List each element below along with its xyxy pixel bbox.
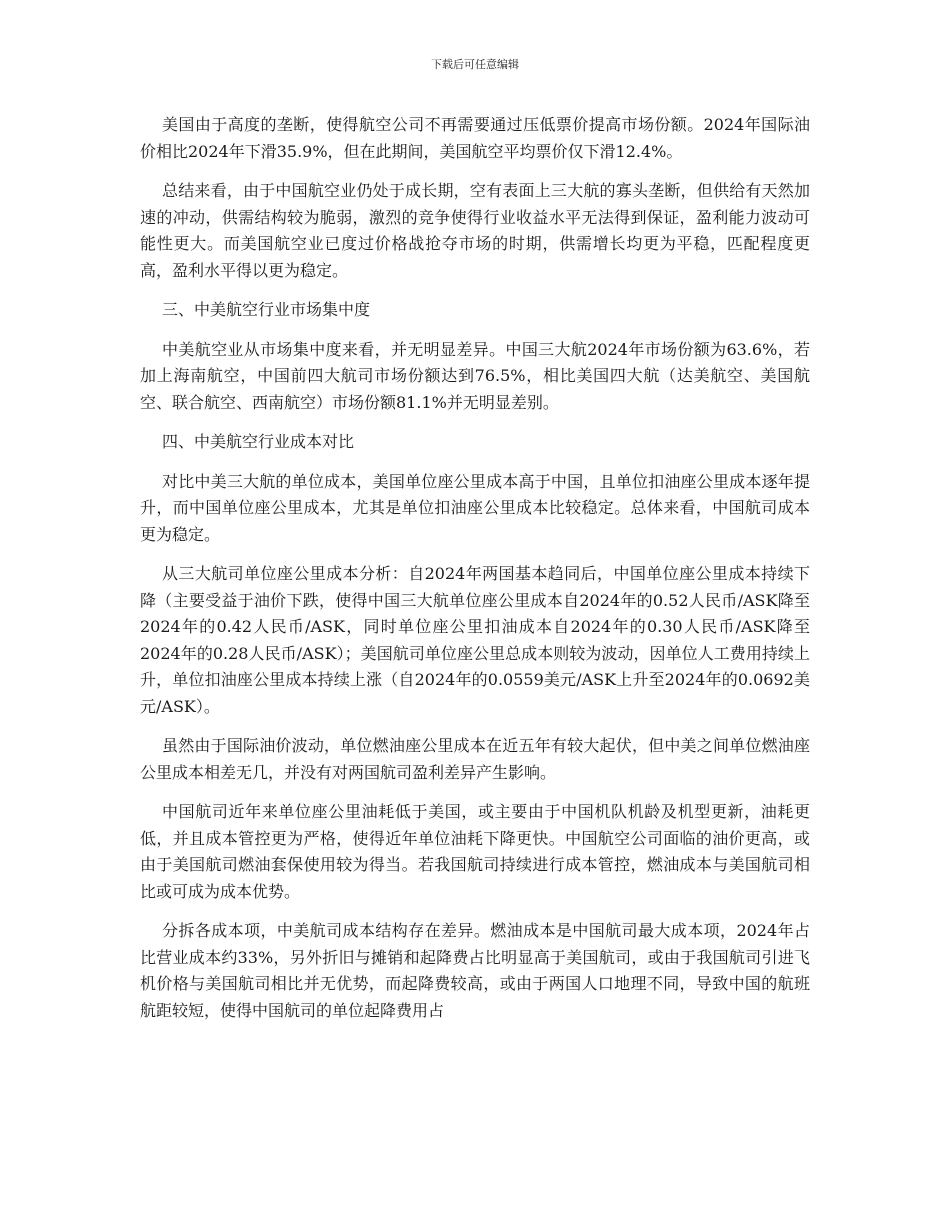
paragraph-fuel-consumption: 中国航司近年来单位座公里油耗低于美国，或主要由于中国机队机龄及机型更新，油耗更低，并且成本管控更为严格，使得近年单位油耗下降更快。中国航空公司面临的油价更高，或由于美国航司燃油套保使用较为得当。若我国航司持续进行成本管控，燃油成本与美国航司相比或可成为成本优势。 (140, 802, 810, 901)
section-heading-market-concentration: 三、中美航空行业市场集中度 (162, 300, 371, 319)
page-header: 下载后可任意编辑 (431, 58, 519, 71)
paragraph-us-monopoly: 美国由于高度的垄断，使得航空公司不再需要通过压低票价提高市场份额。2024年国际油价相比2024年下滑35.9%，但在此期间，美国航空平均票价仅下滑12.4%。 (140, 115, 810, 161)
paragraph-unit-cost-analysis: 从三大航司单位座公里成本分析：自2024年两国基本趋同后，中国单位座公里成本持续下降（主要受益于油价下跌，使得中国三大航单位座公里成本自2024年的0.52人民币/ASK降至2024年的0.42人民币/ASK，同时单位座公里扣油成本自2024年的0.30人民币/ASK降至2024年的0.28人民币/ASK）；美国航司单位座公里总成本则较为波动，因单位人工费用持续上升，单位扣油座公里成本持续上涨（自2024年的0.0559美元/ASK上升至2024年的0.0692美元/ASK）。 (140, 564, 810, 716)
paragraph-market-concentration: 中美航空业从市场集中度来看，并无明显差异。中国三大航2024年市场份额为63.6%，若加上海南航空，中国前四大航司市场份额达到76.5%，相比美国四大航（达美航空、美国航空、联合航空、西南航空）市场份额81.1%并无明显差别。 (140, 339, 810, 412)
paragraph-cost-structure: 分拆各成本项，中美航司成本结构存在差异。燃油成本是中国航司最大成本项，2024年占比营业成本约33%，另外折旧与摊销和起降费占比明显高于美国航司，或由于我国航司引进飞机价格与美国航司相比并无优势，而起降费较高，或由于两国人口地理不同，导致中国的航班航距较短，使得中国航司的单位起降费用占 (140, 921, 810, 1020)
document-body (140, 112, 810, 1037)
paragraph-summary: 总结来看，由于中国航空业仍处于成长期，空有表面上三大航的寡头垄断，但供给有天然加速的冲动，供需结构较为脆弱，激烈的竞争使得行业收益水平无法得到保证，盈利能力波动可能性更大。而美国航空业已度过价格战抢夺市场的时期，供需增长均更为平稳，匹配程度更高，盈利水平得以更为稳定。 (140, 181, 810, 280)
section-heading-cost-comparison: 四、中美航空行业成本对比 (162, 432, 355, 451)
paragraph-fuel-cost: 虽然由于国际油价波动，单位燃油座公里成本在近五年有较大起伏，但中美之间单位燃油座公里成本相差无几，并没有对两国航司盈利差异产生影响。 (140, 736, 810, 782)
paragraph-unit-cost-comparison: 对比中美三大航的单位成本，美国单位座公里成本高于中国，且单位扣油座公里成本逐年提升，而中国单位座公里成本，尤其是单位扣油座公里成本比较稳定。总体来看，中国航司成本更为稳定。 (140, 471, 810, 544)
